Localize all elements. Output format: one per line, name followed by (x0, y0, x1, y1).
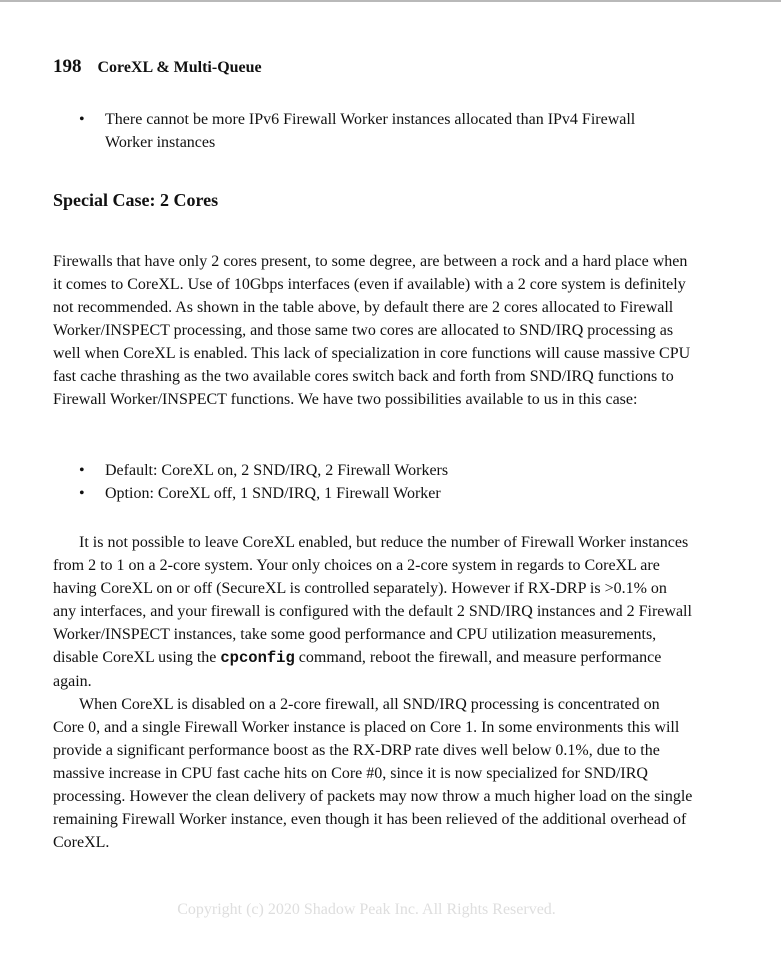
chapter-title: CoreXL & Multi-Queue (97, 59, 262, 76)
paragraphs-block (53, 531, 693, 854)
bullet-icon: • (79, 462, 85, 479)
options-bullet-list (53, 459, 693, 505)
bullet-icon: • (79, 111, 85, 128)
list-item (53, 482, 665, 505)
page-number: 198 (53, 56, 82, 77)
copyright-footer: Copyright (c) 2020 Shadow Peak Inc. All Rights Reserved. (177, 901, 556, 918)
paragraph-2-text-b: command, reboot the firewall, and measure performance again. (53, 649, 662, 690)
top-bullet-list (53, 108, 693, 154)
section-heading-block (53, 189, 693, 212)
list-item-text: Option: CoreXL off, 1 SND/IRQ, 1 Firewall Worker (105, 485, 441, 502)
top-rule (0, 0, 781, 2)
bullet-icon: • (79, 485, 85, 502)
paragraph-2-text-a: It is not possible to leave CoreXL enabled, but reduce the number of Firewall Worker instances from 2 to 1 on a 2-core system. Your only choices on a 2-core system in regards to CoreXL are having CoreXL on or off (SecureXL is controlled separately). However if RX-DRP is >0.1% on any interfaces, and your firewall is configured with the default 2 SND/IRQ instances and 2 Firewall Worker/INSPECT instances, take some good performance and CPU utilization measurements, disable CoreXL using the (53, 534, 692, 666)
paragraph-2 (53, 531, 693, 693)
list-item-text: There cannot be more IPv6 Firewall Worker instances allocated than IPv4 Firewall Worker instances (105, 111, 636, 151)
paragraph-1-text: Firewalls that have only 2 cores present, to some degree, are between a rock and a hard place when it comes to CoreXL. Use of 10Gbps interfaces (even if available) with a 2 core system is definitely not recommended. As shown in the table above, by default there are 2 cores allocated to Firewall Worker/INSPECT processing, and those same two cores are allocated to SND/IRQ processing as well when CoreXL is enabled. This lack of specialization in core functions will cause massive CPU fast cache thrashing as the two available cores switch back and forth from SND/IRQ functions to Firewall Worker/INSPECT functions. We have two possibilities available to us in this case: (53, 253, 691, 408)
paragraph-1 (53, 250, 693, 411)
paragraph-3: When CoreXL is disabled on a 2-core firewall, all SND/IRQ processing is concentrated on Core 0, and a single Firewall Worker instance is placed on Core 1. In some environments this will provide a significant performance boost as the RX-DRP rate dives well below 0.1%, due to the massive increase in CPU fast cache hits on Core #0, since it is now specialized for SND/IRQ processing. However the clean delivery of packets may now throw a much higher load on the single remaining Firewall Worker instance, even though it has been relieved of the additional overhead of CoreXL. (53, 696, 693, 851)
list-item (53, 108, 665, 154)
page-header (53, 56, 262, 78)
command-code: cpconfig (220, 649, 295, 667)
section-heading: Special Case: 2 Cores (53, 190, 219, 210)
list-item-text: Default: CoreXL on, 2 SND/IRQ, 2 Firewall Workers (105, 462, 449, 479)
list-item (53, 459, 665, 482)
